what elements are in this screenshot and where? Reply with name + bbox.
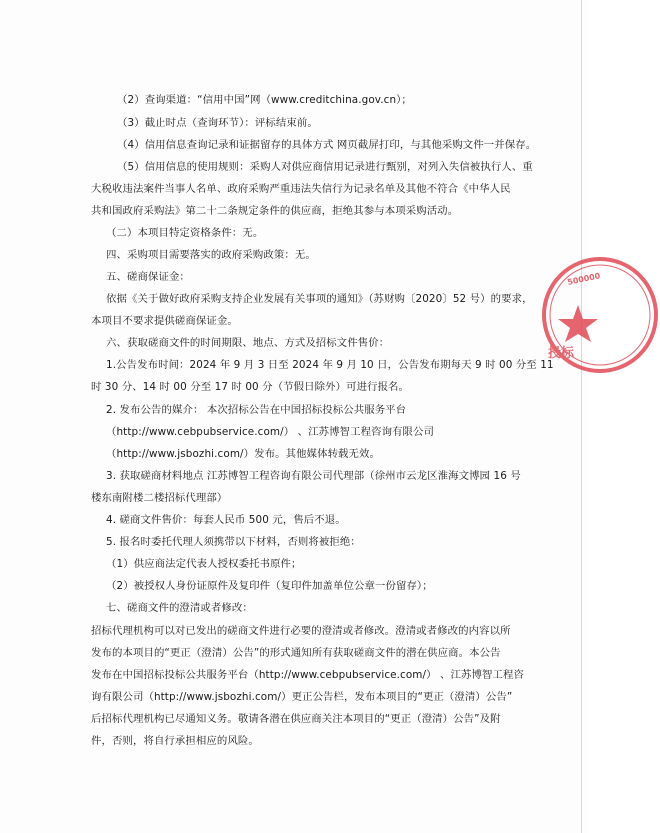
section-heading: 六、获取磋商文件的时间期限、地点、方式及招标文件售价： xyxy=(106,337,390,349)
text-line: 楼东南附楼二楼招标代理部） xyxy=(91,492,228,504)
text-line: 共和国政府采购法》第二十二条规定条件的供应商，拒绝其参与本项采购活动。 xyxy=(91,205,459,217)
section-heading: 七、磋商文件的澄清或者修改： xyxy=(106,602,253,614)
text-line: 发布在中国招标投标公共服务平台（http://www.cebpubservice.com/） 、江苏博智工程咨 xyxy=(91,669,524,681)
text-line: （4）信用信息查询记录和证据留存的具体方式 网页截屏打印，与其他采购文件一并保存。 xyxy=(117,139,537,151)
official-seal-icon xyxy=(540,255,660,375)
text-line: 本项目不要求提供磋商保证金。 xyxy=(91,315,238,327)
text-line: （3）截止时点（查询环节）：评标结束前。 xyxy=(117,117,318,129)
text-line: 1.公告发布时间：2024 年 9 月 3 日至 2024 年 9 月 10 日，公告发布期每天 9 时 00 分至 11 xyxy=(106,359,554,371)
text-line: 2. 发布公告的媒介： 本次招标公告在中国招标投标公共服务平台 xyxy=(106,404,407,416)
text-line: （1）供应商法定代表人授权委托书原件； xyxy=(106,558,302,570)
section-heading: 五、磋商保证金： xyxy=(106,271,190,283)
text-line: （2）查询渠道：“信用中国”网（www.creditchina.gov.cn）； xyxy=(117,94,412,106)
section-heading: 四、采购项目需要落实的政府采购政策：无。 xyxy=(106,249,316,261)
text-line: 3. 获取磋商材料地点 江苏博智工程咨询有限公司代理部（徐州市云龙区淮海文博园 16 号 xyxy=(106,470,521,482)
text-line: 询有限公司（http://www.jsbozhi.com/）更正公告栏，发布本项目的“更正（澄清）公告” xyxy=(91,691,513,703)
text-line: 件，否则，将自行承担相应的风险。 xyxy=(91,735,259,747)
text-line: （http://www.jsbozhi.com/）发布。其他媒体转载无效。 xyxy=(106,448,381,460)
text-line: 5. 报名时委托代理人须携带以下材料，否则将被拒绝： xyxy=(106,536,361,548)
text-line: 大税收违法案件当事人名单、政府采购严重违法失信行为记录名单及其他不符合《中华人民 xyxy=(91,183,511,195)
svg-text:500000: 500000 xyxy=(566,271,602,287)
text-line: 招标代理机构可以对已发出的磋商文件进行必要的澄清或者修改。澄清或者修改的内容以所 xyxy=(91,625,511,637)
text-line: 发布的本项目的“更正（澄清）公告”的形式通知所有获取磋商文件的潜在供应商。本公告 xyxy=(91,647,501,659)
text-line: 后招标代理机构已尽通知义务。敬请各潜在供应商关注本项目的“更正（澄清）公告”及附 xyxy=(91,713,501,725)
text-line: 时 30 分、14 时 00 分至 17 时 00 分（节假日除外）可进行报名。 xyxy=(91,381,410,393)
section-heading: （二）本项目特定资格条件：无。 xyxy=(106,227,264,239)
text-line: （2）被授权人身份证原件及复印件（复印件加盖单位公章一份留存）； xyxy=(106,580,433,592)
text-line: 4. 磋商文件售价：每套人民币 500 元，售后不退。 xyxy=(106,514,346,526)
text-line: （http://www.cebpubservice.com/） 、江苏博智工程咨询有限公司 xyxy=(106,426,435,438)
text-line: （5）信用信息的使用规则：采购人对供应商信用记录进行甄别，对列入失信被执行人、重 xyxy=(117,161,533,173)
svg-text:投标: 投标 xyxy=(548,346,575,361)
text-line: 依据《关于做好政府采购支持企业发展有关事项的通知》（苏财购〔2020〕52 号）的要求， xyxy=(106,293,533,305)
